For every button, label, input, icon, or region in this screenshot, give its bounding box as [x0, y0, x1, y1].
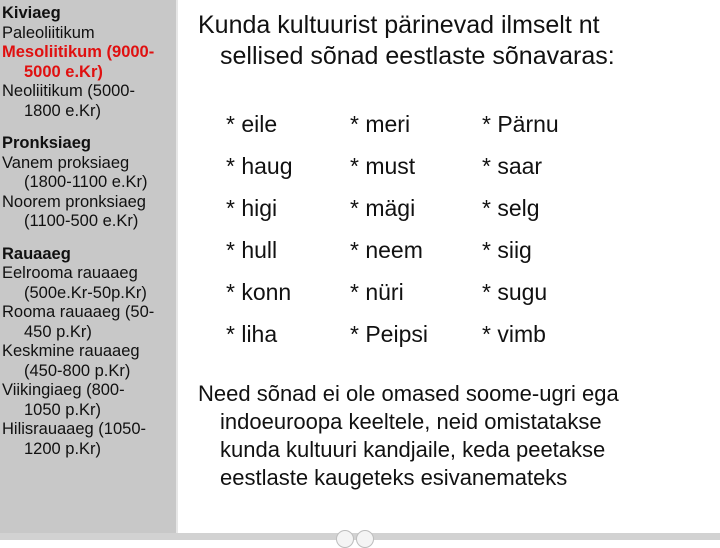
- word-item: * vimb: [482, 321, 546, 347]
- sidebar-item: 450 p.Kr): [24, 322, 92, 341]
- footer-line: Need sõnad ei ole omased soome-ugri ega: [198, 381, 619, 406]
- word-row: [226, 190, 602, 232]
- word-item: * Peipsi: [350, 321, 428, 347]
- word-row: [226, 232, 602, 274]
- word-item: * Pärnu: [482, 111, 559, 137]
- sidebar-item: 1800 e.Kr): [24, 101, 102, 120]
- word-item: * haug: [226, 153, 293, 179]
- word-item: * konn: [226, 279, 292, 305]
- sidebar-item: Vanem proksiaeg: [2, 153, 130, 172]
- word-item: * hull: [226, 237, 278, 263]
- sidebar-heading: Pronksiaeg: [2, 134, 91, 152]
- sidebar-item: Paleoliitikum: [2, 23, 95, 42]
- word-item: * siig: [482, 237, 532, 263]
- sidebar-item-active: 5000 e.Kr): [24, 62, 103, 81]
- sidebar-gap: [2, 232, 176, 245]
- title-line: sellised sõnad eestlaste sõnavaras:: [220, 42, 615, 70]
- sidebar-item: Eelrooma rauaaeg: [2, 264, 138, 282]
- divider: [176, 0, 178, 540]
- footer-line: indoeuroopa keeltele, neid omistatakse: [220, 409, 602, 434]
- sidebar-item: Rooma rauaaeg (50-: [2, 303, 155, 321]
- sidebar-item: (1800-1100 e.Kr): [24, 173, 148, 191]
- sidebar-heading: Kiviaeg: [2, 4, 61, 22]
- word-item: * must: [350, 153, 416, 179]
- word-item: * liha: [226, 321, 278, 347]
- footer-text: [198, 380, 710, 492]
- sidebar-item: Neoliitikum (5000-: [2, 82, 135, 100]
- word-row: [226, 148, 602, 190]
- next-slide-button[interactable]: [356, 530, 374, 548]
- sidebar-item: Noorem pronksiaeg: [2, 192, 146, 211]
- word-item: * selg: [482, 195, 540, 221]
- word-row: [226, 274, 602, 316]
- word-grid: [226, 106, 602, 358]
- word-row: [226, 316, 602, 358]
- footer-line: kunda kultuuri kandjaile, keda peetakse: [220, 437, 606, 462]
- word-item: * sugu: [482, 279, 548, 305]
- sidebar-item: (1100-500 e.Kr): [24, 212, 139, 230]
- sidebar-item: Hilisrauaaeg (1050-: [2, 420, 146, 438]
- sidebar-item: (500e.Kr-50p.Kr): [24, 283, 147, 302]
- sidebar-item: 1200 p.Kr): [24, 439, 102, 458]
- sidebar-heading: Rauaaeg: [2, 244, 71, 263]
- word-item: * saar: [482, 153, 543, 179]
- word-row: [226, 106, 602, 148]
- slide-title: [198, 10, 708, 72]
- sidebar-item: 1050 p.Kr): [24, 400, 102, 419]
- word-item: * eile: [226, 111, 278, 137]
- footer-line: eestlaste kaugeteks esivanemateks: [220, 465, 568, 490]
- sidebar-item: Viikingiaeg (800-: [2, 381, 125, 399]
- sidebar-item: Keskmine rauaaeg: [2, 342, 140, 360]
- sidebar-gap: [2, 121, 176, 134]
- sidebar-item: (450-800 p.Kr): [24, 361, 131, 380]
- word-item: * meri: [350, 111, 411, 137]
- sidebar-outline: [0, 0, 176, 540]
- title-line: Kunda kultuurist pärinevad ilmselt nt: [198, 11, 600, 39]
- word-item: * higi: [226, 195, 278, 221]
- word-item: * mägi: [350, 195, 416, 221]
- word-item: * nüri: [350, 279, 404, 305]
- sidebar-item-active: Mesoliitikum (9000-: [2, 43, 155, 61]
- word-item: * neem: [350, 237, 423, 263]
- prev-slide-button[interactable]: [336, 530, 354, 548]
- slide-nav: [336, 530, 374, 548]
